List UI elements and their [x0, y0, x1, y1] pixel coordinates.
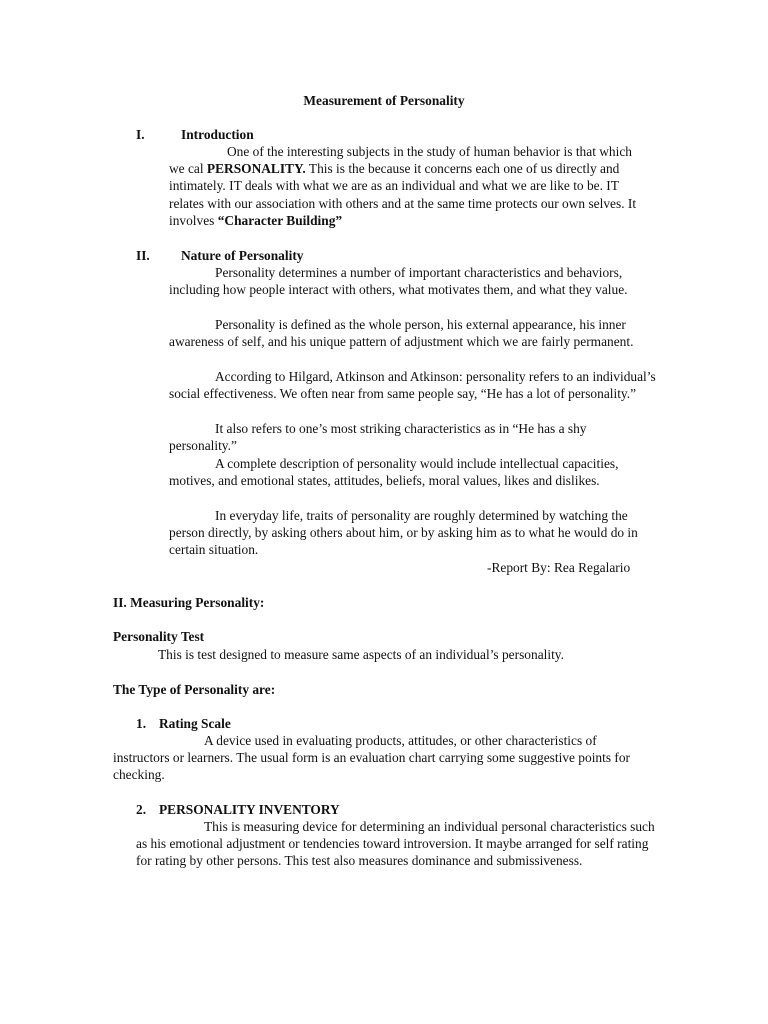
nature-paragraph-4: It also refers to one’s most striking characteristics as in “He has a shy personality.” [169, 421, 587, 454]
report-by: -Report By: Rea Regalario [487, 560, 631, 575]
section-1-heading: Introduction [181, 127, 254, 142]
nature-paragraph-5: A complete description of personality would include intellectual capacities, motives, and emotional states, attitudes, beliefs, moral values, likes and dislikes. [169, 456, 619, 489]
item-1-number: 1. [136, 716, 147, 731]
personality-test-text: This is test designed to measure same aspects of an individual’s personality. [158, 647, 564, 662]
personality-test-heading: Personality Test [113, 629, 205, 644]
intro-text-b: This is the because it concerns each one of us directly and intimately. IT deals with what we are as an individual and what we are like to be. IT relates with our association with others and at the same time protects our own selves. It involves [169, 161, 637, 228]
types-heading: The Type of Personality are: [113, 682, 276, 697]
item-1-text: A device used in evaluating products, attitudes, or other characteristics of instructors or learners. The usual form is an evaluation chart carrying some suggestive points for checking. [113, 733, 631, 783]
measuring-heading: II. Measuring Personality: [113, 595, 265, 610]
nature-paragraph-2: Personality is defined as the whole person, his external appearance, his inner awareness of self, and his unique pattern of adjustment which we are fairly permanent. [169, 317, 634, 350]
item-1-label: Rating Scale [159, 716, 231, 731]
section-2-heading: Nature of Personality [181, 248, 304, 263]
section-2-numeral: II. [136, 248, 150, 263]
nature-paragraph-1: Personality determines a number of important characteristics and behaviors, including how people interact with others, what motivates them, and what they value. [169, 265, 628, 298]
nature-paragraph-3: According to Hilgard, Atkinson and Atkinson: personality refers to an individual’s social effectiveness. We often near from same people say, “He has a lot of personality.” [169, 369, 656, 402]
intro-paragraph [169, 143, 649, 229]
intro-bold-personality: PERSONALITY. [206, 161, 306, 177]
intro-bold-character: “Character Building” [217, 212, 343, 228]
section-1-numeral: I. [136, 127, 145, 142]
item-2-label: PERSONALITY INVENTORY [159, 802, 340, 817]
document-title: Measurement of Personality [303, 93, 465, 108]
intro-text-a: One of the interesting subjects in the study of human behavior is that which we cal [169, 144, 632, 177]
nature-paragraph-6: In everyday life, traits of personality are roughly determined by watching the person directly, by asking others about him, or by asking him as to what he would do in certain situation. [169, 508, 638, 558]
item-2-number: 2. [136, 802, 147, 817]
item-2-text: This is measuring device for determining an individual personal characteristics such as his emotional adjustment or tendencies toward introversion. It maybe arranged for self rating for rating by other persons. This test also measures dominance and submissiveness. [136, 819, 655, 869]
